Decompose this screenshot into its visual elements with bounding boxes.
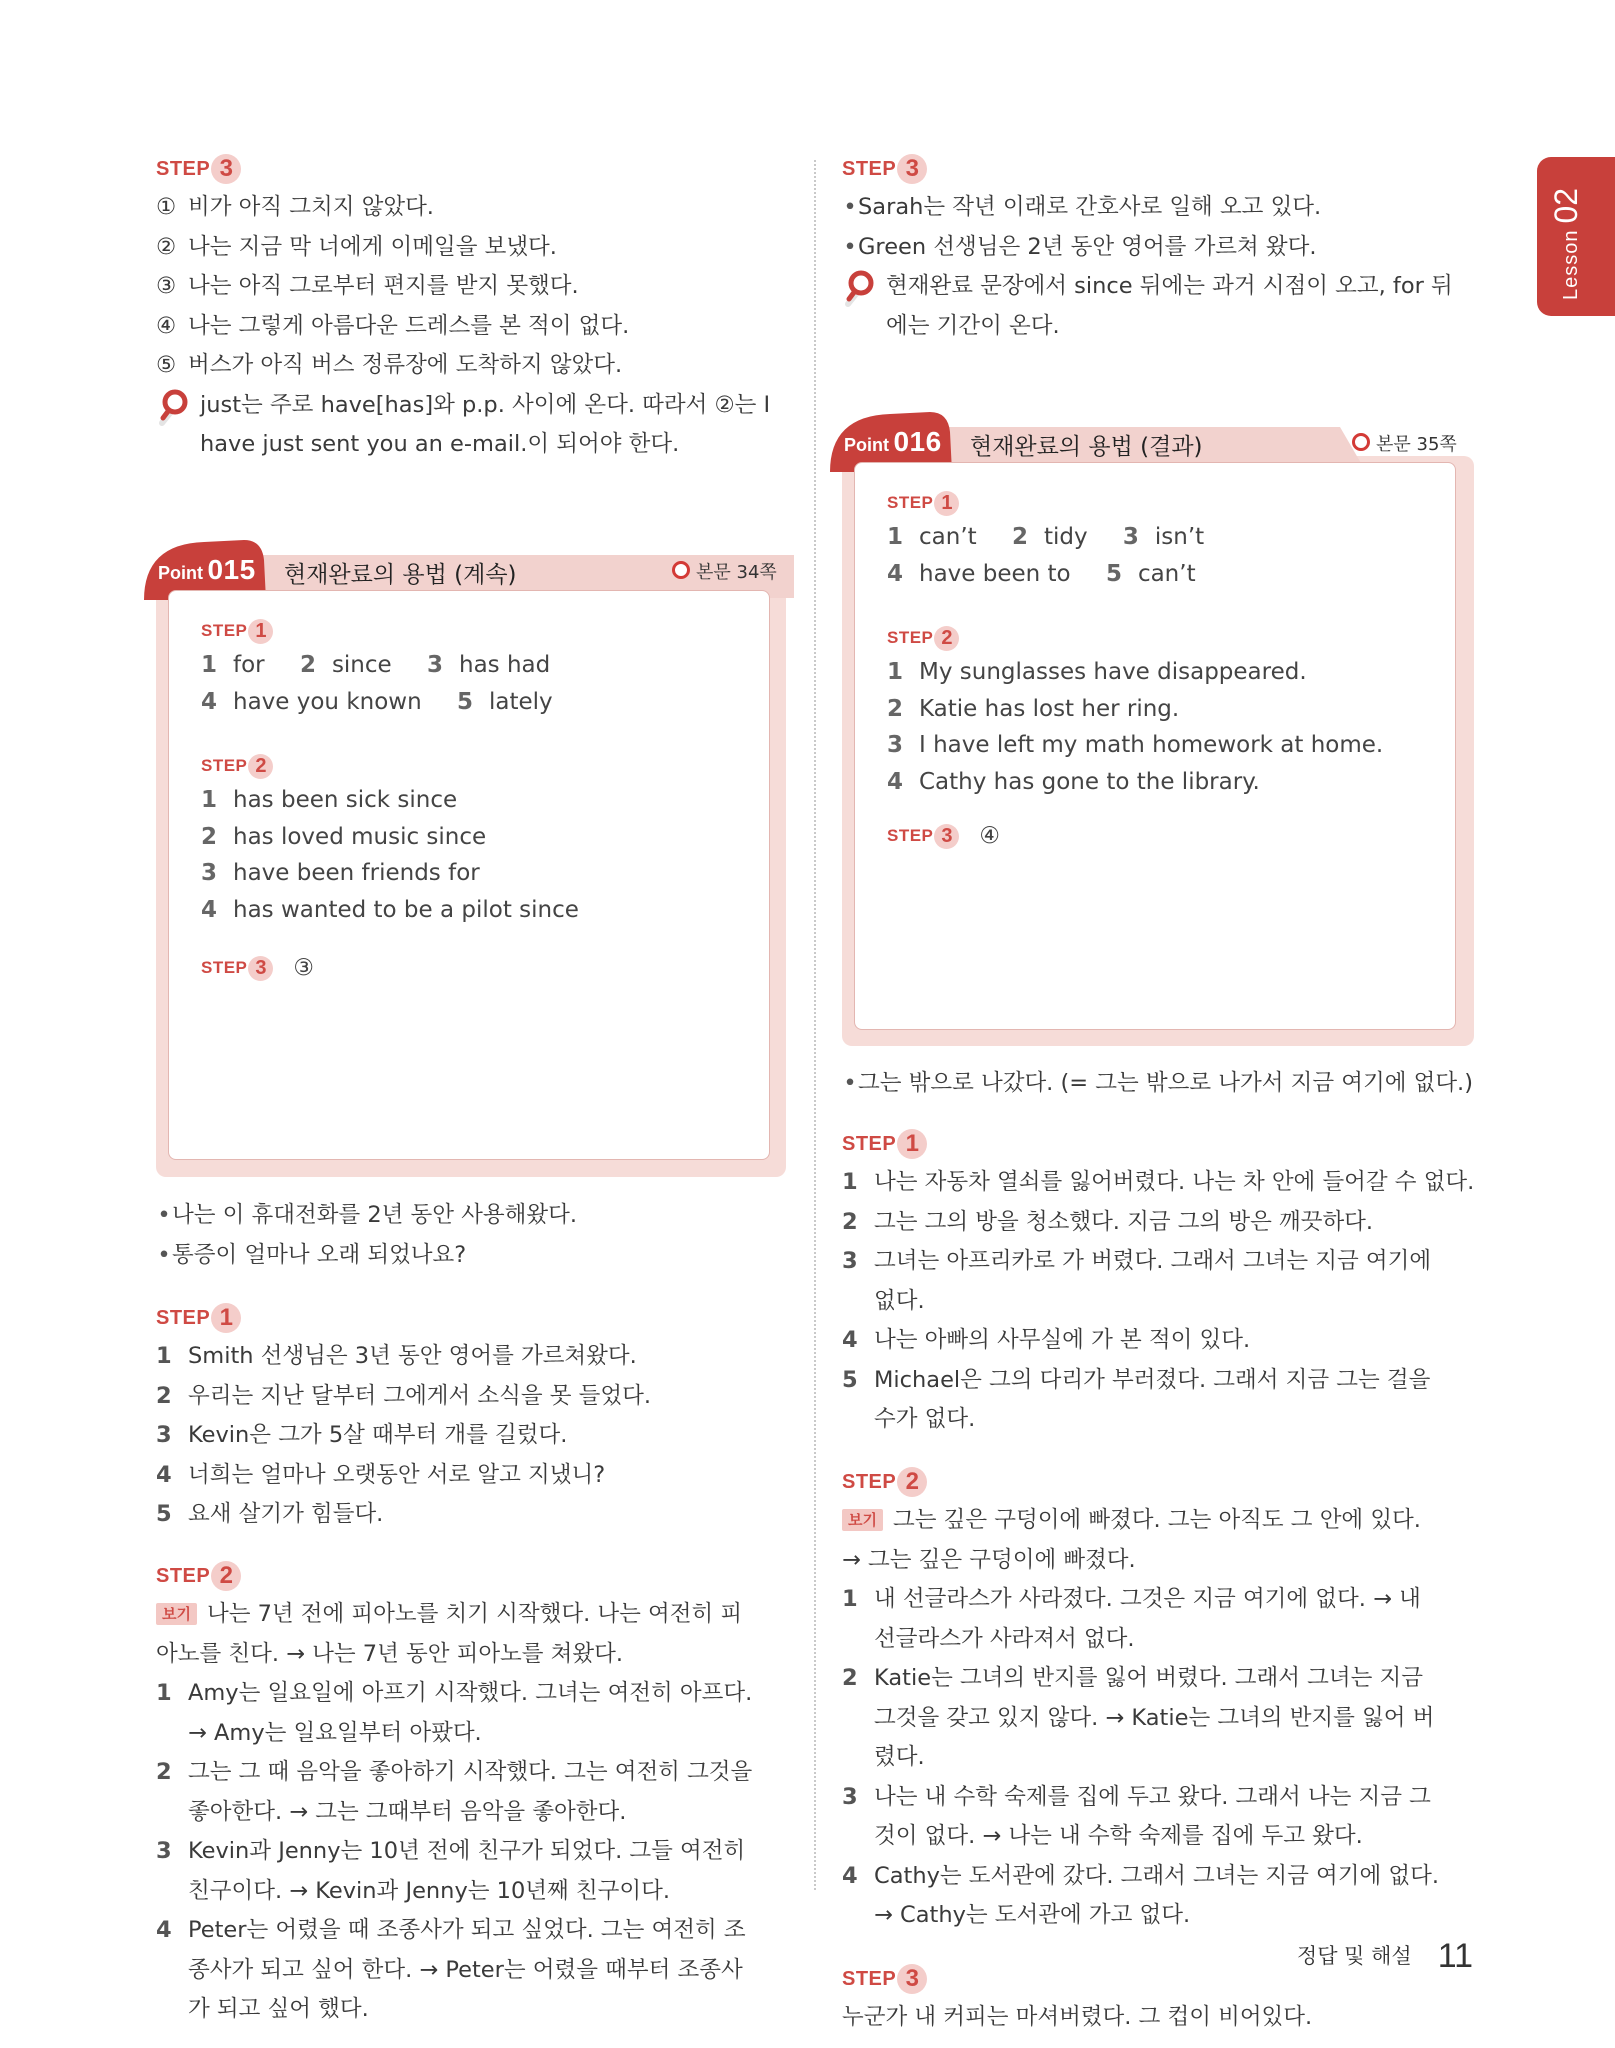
step-heading	[156, 150, 786, 188]
step-number: 2	[897, 1467, 927, 1497]
item-text: 요새 살기가 힘들다.	[188, 1501, 384, 1527]
item-continuation: 선글라스가 사라져서 없다.	[874, 1625, 1135, 1652]
item-text: 나는 내 수학 숙제를 집에 두고 왔다. 그래서 나는 지금 그	[874, 1783, 1431, 1810]
list-item	[156, 1832, 786, 1872]
point-word: Point	[158, 563, 203, 583]
item-number: 3	[842, 1248, 858, 1274]
point-number: 016	[893, 426, 942, 457]
answer-text: ③	[293, 954, 315, 981]
item-number: 1	[156, 1680, 172, 1706]
item-text: 나는 자동차 열쇠를 잃어버렸다. 나는 차 안에 들어갈 수 없다.	[874, 1169, 1475, 1195]
item-number: 5	[156, 1501, 172, 1527]
answer-number: 1	[887, 659, 904, 685]
answer-number: 2	[1011, 524, 1028, 550]
tip-note	[156, 386, 786, 465]
answer-row	[887, 556, 1435, 593]
answer-row	[201, 855, 749, 892]
item-number: 2	[842, 1208, 858, 1235]
page-footer	[1297, 1937, 1473, 1976]
item-text: Kevin은 그가 5살 때부터 개를 길렀다.	[188, 1422, 568, 1448]
list-item	[842, 1857, 1474, 1897]
example-text: 나는 이 휴대전화를 2년 동안 사용해왔다.	[172, 1202, 577, 1228]
answer-text: since	[331, 652, 392, 678]
example-line	[842, 1501, 1474, 1541]
item-continuation: 없다.	[874, 1287, 925, 1314]
step-heading	[887, 487, 1435, 519]
answer-row	[201, 647, 749, 684]
list-item	[156, 1416, 786, 1456]
tip-line: 에는 기간이 온다.	[886, 312, 1060, 339]
tip-line: just는 주로 have[has]와 p.p. 사이에 온다. 따라서 ②는 I	[200, 391, 771, 418]
list-item	[842, 1580, 1474, 1620]
list-item	[156, 228, 786, 268]
list-item	[156, 1674, 786, 1714]
reference-text: 본문 35쪽	[1376, 434, 1457, 455]
example-tag: 보기	[156, 1603, 197, 1625]
step-number: 3	[211, 154, 241, 184]
item-text: Smith 선생님은 3년 동안 영어를 가르쳐왔다.	[188, 1343, 637, 1369]
item-number: 1	[156, 1343, 172, 1369]
answer-number: 2	[299, 652, 316, 678]
item-text: 내 선글라스가 사라졌다. 그것은 지금 여기에 없다. → 내	[874, 1586, 1421, 1612]
answer-text: have been friends for	[233, 860, 480, 886]
item-continuation: 친구이다. → Kevin과 Jenny는 10년째 친구이다.	[188, 1877, 670, 1904]
footer-title: 정답 및 해설	[1296, 1944, 1412, 1968]
answer-number: 3	[1122, 524, 1139, 550]
point-number: 015	[207, 554, 256, 585]
example-line: •Green 선생님은 2년 동안 영어를 가르쳐 왔다.	[843, 233, 1317, 260]
list-item	[842, 1321, 1474, 1361]
item-text: 너희는 얼마나 오랫동안 서로 알고 지냈니?	[188, 1461, 606, 1488]
reference-text: 본문 34쪽	[696, 562, 777, 583]
example-text: 그는 깊은 구덩이에 빠졌다. 그는 아직도 그 안에 있다.	[892, 1507, 1421, 1533]
answer-text: have been to	[919, 560, 1071, 587]
answer-text: 누군가 내 커피는 마셔버렸다. 그 컵이 비어있다.	[842, 2004, 1313, 2030]
item-marker: ②	[156, 233, 177, 260]
example-line: → 그는 깊은 구덩이에 빠졌다.	[842, 1546, 1136, 1573]
step-heading	[842, 1463, 1474, 1501]
example-line	[156, 1595, 786, 1635]
list-item	[156, 267, 786, 307]
step-heading	[842, 1125, 1474, 1163]
item-text: 버스가 아직 버스 정류장에 도착하지 않았다.	[188, 352, 623, 378]
lesson-tab-label	[1548, 188, 1585, 300]
answer-text: for	[233, 652, 265, 678]
answer-row	[201, 819, 749, 856]
list-item	[842, 1203, 1474, 1243]
item-text: Cathy는 도서관에 갔다. 그래서 그녀는 지금 여기에 없다.	[874, 1862, 1439, 1889]
item-marker: ①	[156, 194, 177, 220]
right-step1	[842, 1125, 1474, 1440]
step-heading	[887, 622, 1435, 654]
answer-text: ④	[979, 822, 1001, 849]
item-marker: ③	[156, 273, 177, 299]
step-word: STEP	[887, 493, 934, 512]
column-divider	[814, 160, 816, 1890]
point-word: Point	[844, 435, 889, 455]
step-number: 3	[897, 154, 927, 184]
item-continuation: 가 되고 싶어 했다.	[188, 1996, 369, 2022]
step-number: 2	[934, 626, 959, 651]
item-text: Katie는 그녀의 반지를 잃어 버렸다. 그래서 그녀는 지금	[874, 1665, 1423, 1691]
step-heading	[201, 615, 749, 647]
answer-number: 5	[1105, 560, 1122, 587]
list-item	[842, 1361, 1474, 1401]
magnifier-icon	[842, 269, 876, 309]
answer-row	[887, 519, 1435, 556]
step-number: 1	[248, 619, 273, 644]
point-016-answer-box	[854, 462, 1456, 1030]
list-item	[842, 1659, 1474, 1699]
item-number: 2	[156, 1382, 172, 1409]
list-item	[156, 1911, 786, 1951]
left-top-step3	[156, 150, 786, 465]
list-item	[156, 1456, 786, 1496]
item-number: 3	[842, 1783, 858, 1810]
item-text: 우리는 지난 달부터 그에게서 소식을 못 들었다.	[188, 1382, 652, 1409]
answer-number: 4	[887, 768, 904, 795]
step-number: 1	[897, 1129, 927, 1159]
lesson-tab-number: 02	[1548, 187, 1584, 224]
answer-text: Cathy has gone to the library.	[919, 768, 1260, 795]
page-reference	[672, 558, 777, 584]
answer-number: 3	[427, 652, 444, 678]
step-word: STEP	[201, 621, 248, 640]
answer-row	[887, 764, 1435, 801]
answer-number: 1	[201, 787, 218, 813]
item-number: 3	[156, 1838, 172, 1864]
answer-number: 4	[201, 688, 218, 715]
reference-bullet-icon	[672, 561, 690, 579]
step-heading	[842, 150, 1474, 188]
step-number: 3	[248, 956, 273, 981]
item-text: 나는 지금 막 너에게 이메일을 보냈다.	[188, 233, 557, 260]
example-text: Sarah는 작년 이래로 간호사로 일해 오고 있다.	[858, 194, 1322, 220]
point-015-answer-box	[168, 590, 770, 1160]
answer-number: 2	[201, 823, 218, 850]
answer-text: I have left my math homework at home.	[919, 732, 1384, 758]
list-item	[842, 1242, 1474, 1282]
item-marker: ④	[156, 312, 177, 339]
list-item	[156, 1495, 786, 1535]
step-number: 2	[248, 754, 273, 779]
answer-number: 1	[887, 524, 904, 550]
step-word: STEP	[201, 958, 248, 977]
step-number: 2	[211, 1561, 241, 1591]
step-number: 1	[211, 1303, 241, 1333]
step-word: STEP	[842, 1132, 897, 1155]
step-heading	[201, 750, 749, 782]
item-continuation: 수가 없다.	[874, 1406, 976, 1432]
item-number: 2	[156, 1759, 172, 1785]
answer-text: can’t	[1137, 560, 1196, 587]
answer-box-content	[887, 487, 1435, 852]
list-item	[842, 1778, 1474, 1818]
item-text: 나는 아빠의 사무실에 가 본 적이 있다.	[874, 1327, 1251, 1353]
answer-row	[887, 727, 1435, 764]
example-text: Green 선생님은 2년 동안 영어를 가르쳐 왔다.	[858, 233, 1317, 260]
answer-text: Katie has lost her ring.	[919, 695, 1180, 722]
step-heading	[887, 820, 1435, 852]
item-continuation: → Amy는 일요일부터 아팠다.	[188, 1719, 482, 1746]
step-word: STEP	[842, 1470, 897, 1493]
item-text: 그는 그 때 음악을 좋아하기 시작했다. 그는 여전히 그것을	[188, 1759, 753, 1785]
step-number: 1	[934, 491, 959, 516]
page-number: 11	[1437, 1937, 1473, 1975]
item-text: Michael은 그의 다리가 부러졌다. 그래서 지금 그는 걸을	[874, 1366, 1431, 1393]
list-item	[842, 1163, 1474, 1203]
answer-number: 4	[201, 896, 218, 923]
answer-text: has loved music since	[233, 823, 487, 850]
point-label	[158, 554, 256, 586]
item-number: 1	[842, 1169, 858, 1195]
answer-text: has had	[459, 652, 551, 678]
answer-text: tidy	[1043, 524, 1088, 550]
item-number: 4	[842, 1327, 858, 1353]
item-number: 5	[842, 1366, 858, 1393]
list-item	[156, 1337, 786, 1377]
point-title: 현재완료의 용법 (계속)	[284, 562, 517, 588]
answer-number: 2	[887, 695, 904, 722]
list-item	[156, 188, 786, 228]
right-step2	[842, 1463, 1474, 1936]
item-number: 3	[156, 1422, 172, 1448]
example-line: •Sarah는 작년 이래로 간호사로 일해 오고 있다.	[843, 194, 1322, 220]
list-item	[156, 346, 786, 386]
step-word: STEP	[842, 157, 897, 180]
example-line: •통증이 얼마나 오래 되었나요?	[157, 1241, 467, 1268]
reference-bullet-icon	[1352, 433, 1370, 451]
item-marker: ⑤	[156, 352, 177, 378]
step-number: 3	[897, 1964, 927, 1994]
item-number: 4	[156, 1917, 172, 1943]
step-number: 3	[934, 824, 959, 849]
example-text: 나는 7년 전에 피아노를 치기 시작했다. 나는 여전히 피	[206, 1601, 743, 1627]
left-examples	[156, 1196, 786, 1275]
right-example	[842, 1064, 1474, 1104]
answer-number: 3	[201, 860, 218, 886]
example-line: •나는 이 휴대전화를 2년 동안 사용해왔다.	[157, 1202, 577, 1228]
answer-box-content	[201, 615, 749, 984]
step-word: STEP	[156, 1306, 211, 1329]
step-word: STEP	[156, 1564, 211, 1587]
right-top-step3	[842, 150, 1474, 346]
answer-row	[201, 684, 749, 721]
item-number: 4	[842, 1862, 858, 1889]
item-continuation: 그것을 갖고 있지 않다. → Katie는 그녀의 반지를 잃어 버	[874, 1704, 1435, 1731]
answer-text: My sunglasses have disappeared.	[919, 659, 1307, 685]
item-text: 나는 아직 그로부터 편지를 받지 못했다.	[188, 273, 579, 299]
item-text: 나는 그렇게 아름다운 드레스를 본 적이 없다.	[188, 312, 630, 339]
answer-text: has wanted to be a pilot since	[233, 896, 579, 923]
left-step1	[156, 1299, 786, 1535]
answer-text: can’t	[919, 524, 977, 550]
answer-text: has been sick since	[233, 787, 458, 813]
point-label	[844, 426, 942, 458]
list-item	[156, 1753, 786, 1793]
step-heading	[156, 1299, 786, 1337]
item-text: Amy는 일요일에 아프기 시작했다. 그녀는 여전히 아프다.	[188, 1680, 753, 1706]
answer-number: 1	[201, 652, 218, 678]
step-word: STEP	[156, 157, 211, 180]
example-line: •그는 밖으로 나갔다. (= 그는 밖으로 나가서 지금 여기에 없다.)	[843, 1070, 1473, 1096]
tip-line: have just sent you an e-mail.이 되어야 한다.	[200, 431, 680, 457]
item-number: 2	[842, 1665, 858, 1691]
item-continuation: 렸다.	[874, 1744, 925, 1770]
answer-row	[201, 782, 749, 819]
answer-row	[201, 892, 749, 929]
item-text: Kevin과 Jenny는 10년 전에 친구가 되었다. 그들 여전히	[188, 1838, 746, 1864]
item-number: 4	[156, 1461, 172, 1488]
item-number: 1	[842, 1586, 858, 1612]
item-continuation: 종사가 되고 싶어 한다. → Peter는 어렸을 때부터 조종사	[188, 1956, 743, 1983]
example-text: 통증이 얼마나 오래 되었나요?	[172, 1241, 467, 1268]
item-text: Peter는 어렸을 때 조종사가 되고 싶었다. 그는 여전히 조	[188, 1917, 746, 1943]
item-text: 그는 그의 방을 청소했다. 지금 그의 방은 깨끗하다.	[874, 1208, 1374, 1235]
example-tag: 보기	[842, 1509, 883, 1531]
page-reference	[1352, 430, 1457, 456]
answer-number: 5	[456, 688, 473, 715]
answer-text: isn’t	[1154, 524, 1205, 550]
answer-row	[887, 654, 1435, 691]
left-step2	[156, 1557, 786, 2030]
item-continuation: 것이 없다. → 나는 내 수학 숙제를 집에 두고 왔다.	[874, 1823, 1363, 1849]
magnifier-icon	[156, 388, 190, 428]
lesson-tab-word: Lesson	[1560, 229, 1582, 300]
step-word: STEP	[842, 1967, 897, 1990]
list-item	[156, 307, 786, 347]
item-text: 그녀는 아프리카로 가 버렸다. 그래서 그녀는 지금 여기에	[874, 1248, 1432, 1274]
item-continuation: 좋아한다. → 그는 그때부터 음악을 좋아한다.	[188, 1798, 627, 1825]
tip-note	[842, 267, 1474, 346]
tip-line: 현재완료 문장에서 since 뒤에는 과거 시점이 오고, for 뒤	[886, 273, 1453, 299]
step-word: STEP	[201, 756, 248, 775]
answer-number: 4	[887, 560, 904, 587]
step-heading	[201, 952, 749, 984]
answer-row	[887, 691, 1435, 728]
step-word: STEP	[887, 826, 934, 845]
step-heading	[156, 1557, 786, 1595]
step-word: STEP	[887, 628, 934, 647]
example-text: 그는 밖으로 나갔다. (= 그는 밖으로 나가서 지금 여기에 없다.)	[858, 1070, 1473, 1096]
answer-text: have you known	[233, 688, 422, 715]
point-title: 현재완료의 용법 (결과)	[970, 434, 1203, 460]
answer-number: 3	[887, 732, 904, 758]
list-item	[156, 1377, 786, 1417]
example-line: 아노를 친다. → 나는 7년 동안 피아노를 쳐왔다.	[156, 1640, 624, 1667]
item-continuation: → Cathy는 도서관에 가고 없다.	[874, 1902, 1191, 1928]
item-text: 비가 아직 그치지 않았다.	[188, 194, 434, 220]
answer-text: lately	[488, 688, 553, 715]
